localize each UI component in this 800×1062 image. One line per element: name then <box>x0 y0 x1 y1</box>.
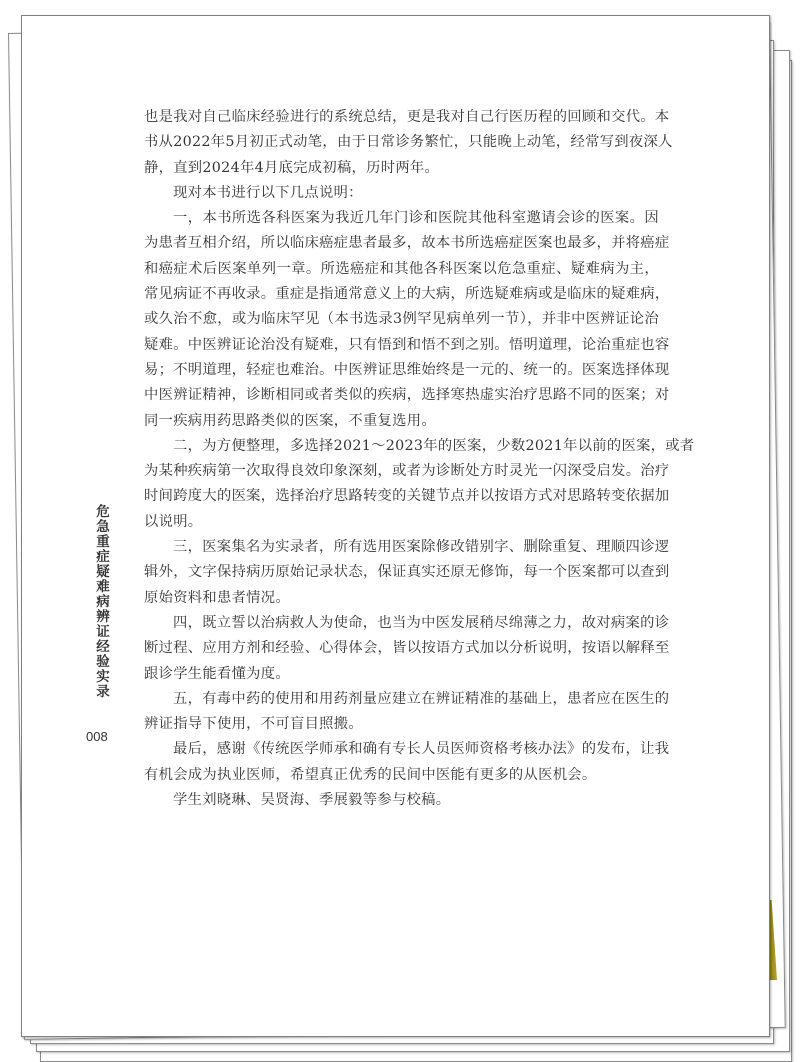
document-page <box>21 15 770 1037</box>
text-line: 一，本书所选各科医案为我近几年门诊和医院其他科室邀请会诊的医案。因 <box>173 210 659 227</box>
body-text <box>144 105 695 813</box>
text-line: 为患者互相介绍，所以临床癌症患者最多，故本书所选癌症医案也最多，并将癌症 <box>144 235 670 252</box>
paragraph <box>144 434 695 535</box>
text-line: 常见病证不再收录。重症是指通常意义上的大病，所选疑难病或是临床的疑难病， <box>144 286 670 303</box>
page-number: 008 <box>86 729 108 744</box>
text-line: 辑外，文字保持病历原始记录状态，保证真实还原无修饰，每一个医案都可以查到 <box>144 564 670 581</box>
text-line: 或久治不愈，或为临床罕见（本书选录3例罕见病单列一节），并非中医辨证论治 <box>144 311 659 328</box>
text-line: 最后，感谢《传统医学师承和确有专长人员医师资格考核办法》的发布，让我 <box>173 741 670 758</box>
text-line: 为某种疾病第一次取得良效印象深刻，或者为诊断处方时灵光一闪深受启发。治疗 <box>144 463 670 480</box>
paragraph <box>144 788 659 813</box>
paragraph <box>144 737 670 788</box>
text-line: 四，既立誓以治病救人为使命，也当为中医发展稍尽绵薄之力，故对病案的诊 <box>173 614 670 631</box>
text-line: 跟诊学生能看懂为度。 <box>144 665 290 682</box>
text-line: 时间跨度大的医案，选择治疗思路转变的关键节点并以按语方式对思路转变依据加 <box>144 488 670 505</box>
text-line: 疑难。中医辨证论治没有疑难，只有悟到和悟不到之别。悟明道理，论治重症也容 <box>144 336 670 353</box>
paragraph <box>144 105 673 181</box>
text-line: 有机会成为执业医师，希望真正优秀的民间中医能有更多的从医机会。 <box>144 766 597 783</box>
paragraph <box>144 206 670 434</box>
text-line: 断过程、应用方剂和经验、心得体会，皆以按语方式加以分析说明，按语以解释至 <box>144 640 670 657</box>
text-line: 同一疾病用药思路类似的医案，不重复选用。 <box>144 412 436 429</box>
text-line: 三，医案集名为实录者，所有选用医案除修改错别字、删除重复、理顺四诊逻 <box>173 539 670 556</box>
text-line: 和癌症术后医案单列一章。所选癌症和其他各科医案以危急重症、疑难病为主， <box>144 260 659 277</box>
text-line: 辨证指导下使用，不可盲目照搬。 <box>144 716 363 733</box>
text-line: 易；不明道理，轻症也难治。中医辨证思维始终是一元的、统一的。医案选择体现 <box>144 361 670 378</box>
text-line: 五，有毒中药的使用和用药剂量应建立在辨证精准的基础上，患者应在医生的 <box>173 690 670 707</box>
paragraph <box>144 687 670 738</box>
text-line: 现对本书进行以下几点说明： <box>173 184 363 201</box>
text-line: 学生刘晓琳、吴贤海、季展毅等参与校稿。 <box>173 792 451 809</box>
running-title: 危急重症疑难病辨证经验实录 <box>93 504 109 699</box>
text-line: 静，直到2024年4月底完成初稿，历时两年。 <box>144 159 440 176</box>
text-line: 也是我对自己临床经验进行的系统总结，更是我对自己行医历程的回顾和交代。本 <box>144 109 670 125</box>
text-line: 二，为方便整理，多选择2021～2023年的医案，少数2021年以前的医案，或者 <box>173 437 695 454</box>
paragraph <box>144 181 659 206</box>
paragraph <box>144 611 670 687</box>
text-line: 以说明。 <box>144 513 203 530</box>
paragraph <box>144 535 670 611</box>
text-line: 书从2022年5月初正式动笔，由于日常诊务繁忙，只能晚上动笔，经常写到夜深人 <box>144 134 673 151</box>
text-line: 中医辨证精神，诊断相同或者类似的疾病，选择寒热虚实治疗思路不同的医案；对 <box>144 387 670 404</box>
text-line: 原始资料和患者情况。 <box>144 589 290 606</box>
